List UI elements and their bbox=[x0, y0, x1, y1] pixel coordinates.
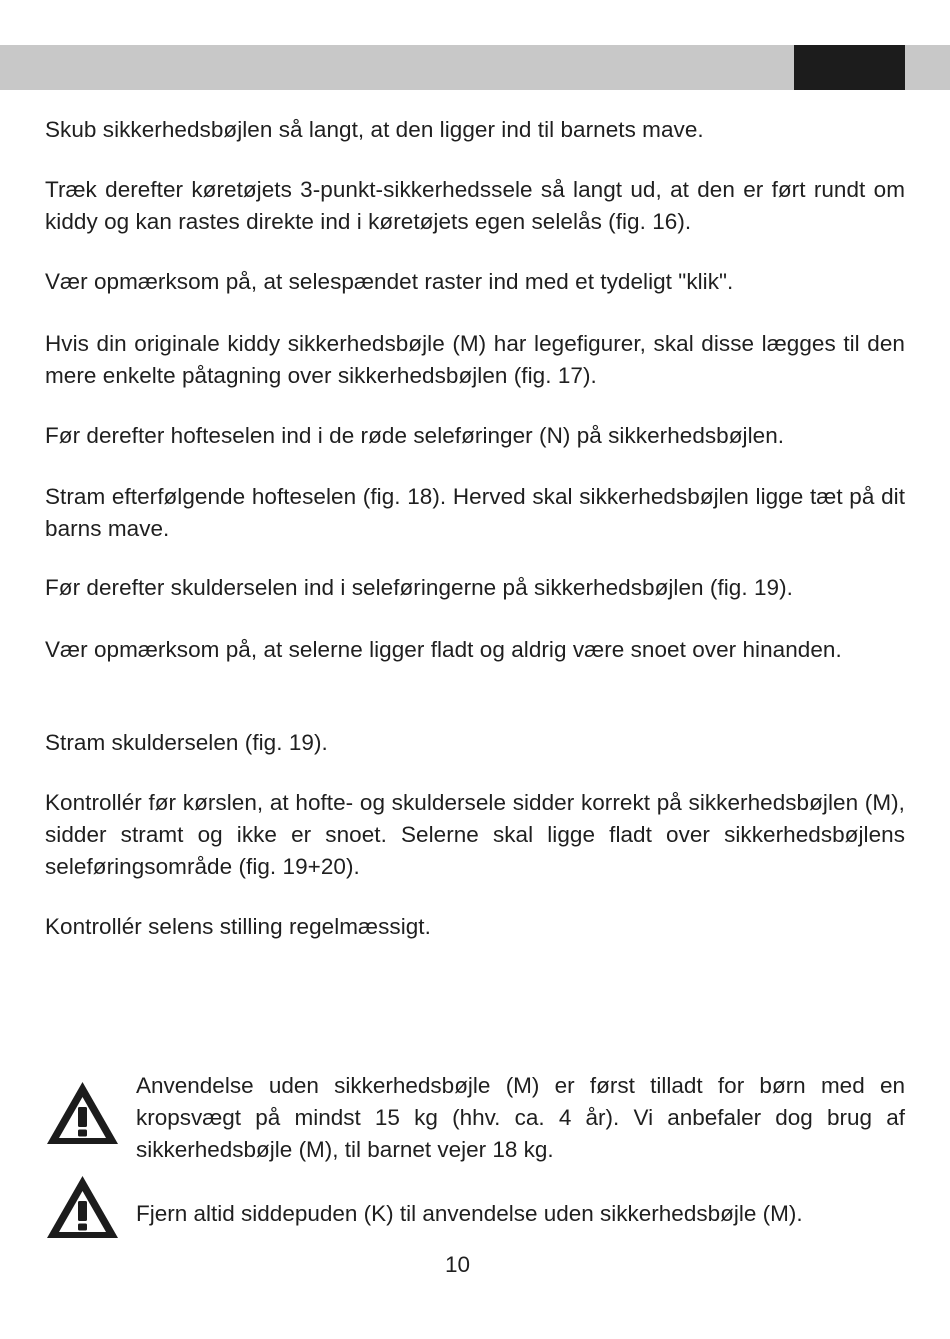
page-number: 10 bbox=[444, 1252, 471, 1277]
paragraph-tighten-shoulder-belt: Stram skulderselen (fig. 19). bbox=[45, 730, 328, 755]
paragraph-play-figures: Hvis din originale kiddy sikkerhedsbøjle (M) har legefigurer, skal disse lægges til den mere enkelte påtagning over sikkerhedsbøjlen (fig. 17). bbox=[45, 331, 905, 388]
warning-triangle-icon bbox=[45, 1174, 120, 1240]
paragraph-push-bar: Skub sikkerhedsbøjlen så langt, at den ligger ind til barnets mave. bbox=[45, 117, 704, 142]
warning-text-no-safety-bar: Anvendelse uden sikkerhedsbøjle (M) er først tilladt for børn med en kropsvægt på mindst 15 kg (hhv. ca. 4 år). Vi anbefaler dog brug af sikkerhedsbøjle (M), til barnet vejer 18 kg. bbox=[136, 1073, 905, 1162]
paragraph-belts-flat: Vær opmærksom på, at selerne ligger fladt og aldrig være snoet over hinanden. bbox=[45, 637, 842, 662]
paragraph-check-before-driving: Kontrollér før kørslen, at hofte- og skuldersele sidder korrekt på sikkerhedsbøjlen (M), sidder stramt og ikke er snoet. Selerne skal ligge fladt over sikkerhedsbøjlens seleføringsområde (fig. 19+20). bbox=[45, 790, 905, 879]
paragraph-lap-belt-guide: Før derefter hofteselen ind i de røde seleføringer (N) på sikkerhedsbøjlen. bbox=[45, 423, 785, 448]
paragraph-click: Vær opmærksom på, at selespændet raster ind med et tydeligt "klik". bbox=[45, 269, 734, 294]
warning-triangle-icon bbox=[45, 1080, 120, 1146]
paragraph-tighten-lap-belt: Stram efterfølgende hofteselen (fig. 18). Herved skal sikkerhedsbøjlen ligge tæt på dit barns mave. bbox=[45, 484, 905, 541]
paragraph-check-regularly: Kontrollér selens stilling regelmæssigt. bbox=[45, 914, 431, 939]
header-tab-block bbox=[794, 45, 905, 90]
warning-text-remove-cushion: Fjern altid siddepuden (K) til anvendelse uden sikkerhedsbøjle (M). bbox=[136, 1201, 803, 1226]
paragraph-shoulder-belt-guide: Før derefter skulderselen ind i seleføringerne på sikkerhedsbøjlen (fig. 19). bbox=[45, 575, 793, 600]
paragraph-pull-belt: Træk derefter køretøjets 3-punkt-sikkerhedssele så langt ud, at den er ført rundt om kiddy og kan rastes direkte ind i køretøjets egen selelås (fig. 16). bbox=[45, 177, 905, 234]
